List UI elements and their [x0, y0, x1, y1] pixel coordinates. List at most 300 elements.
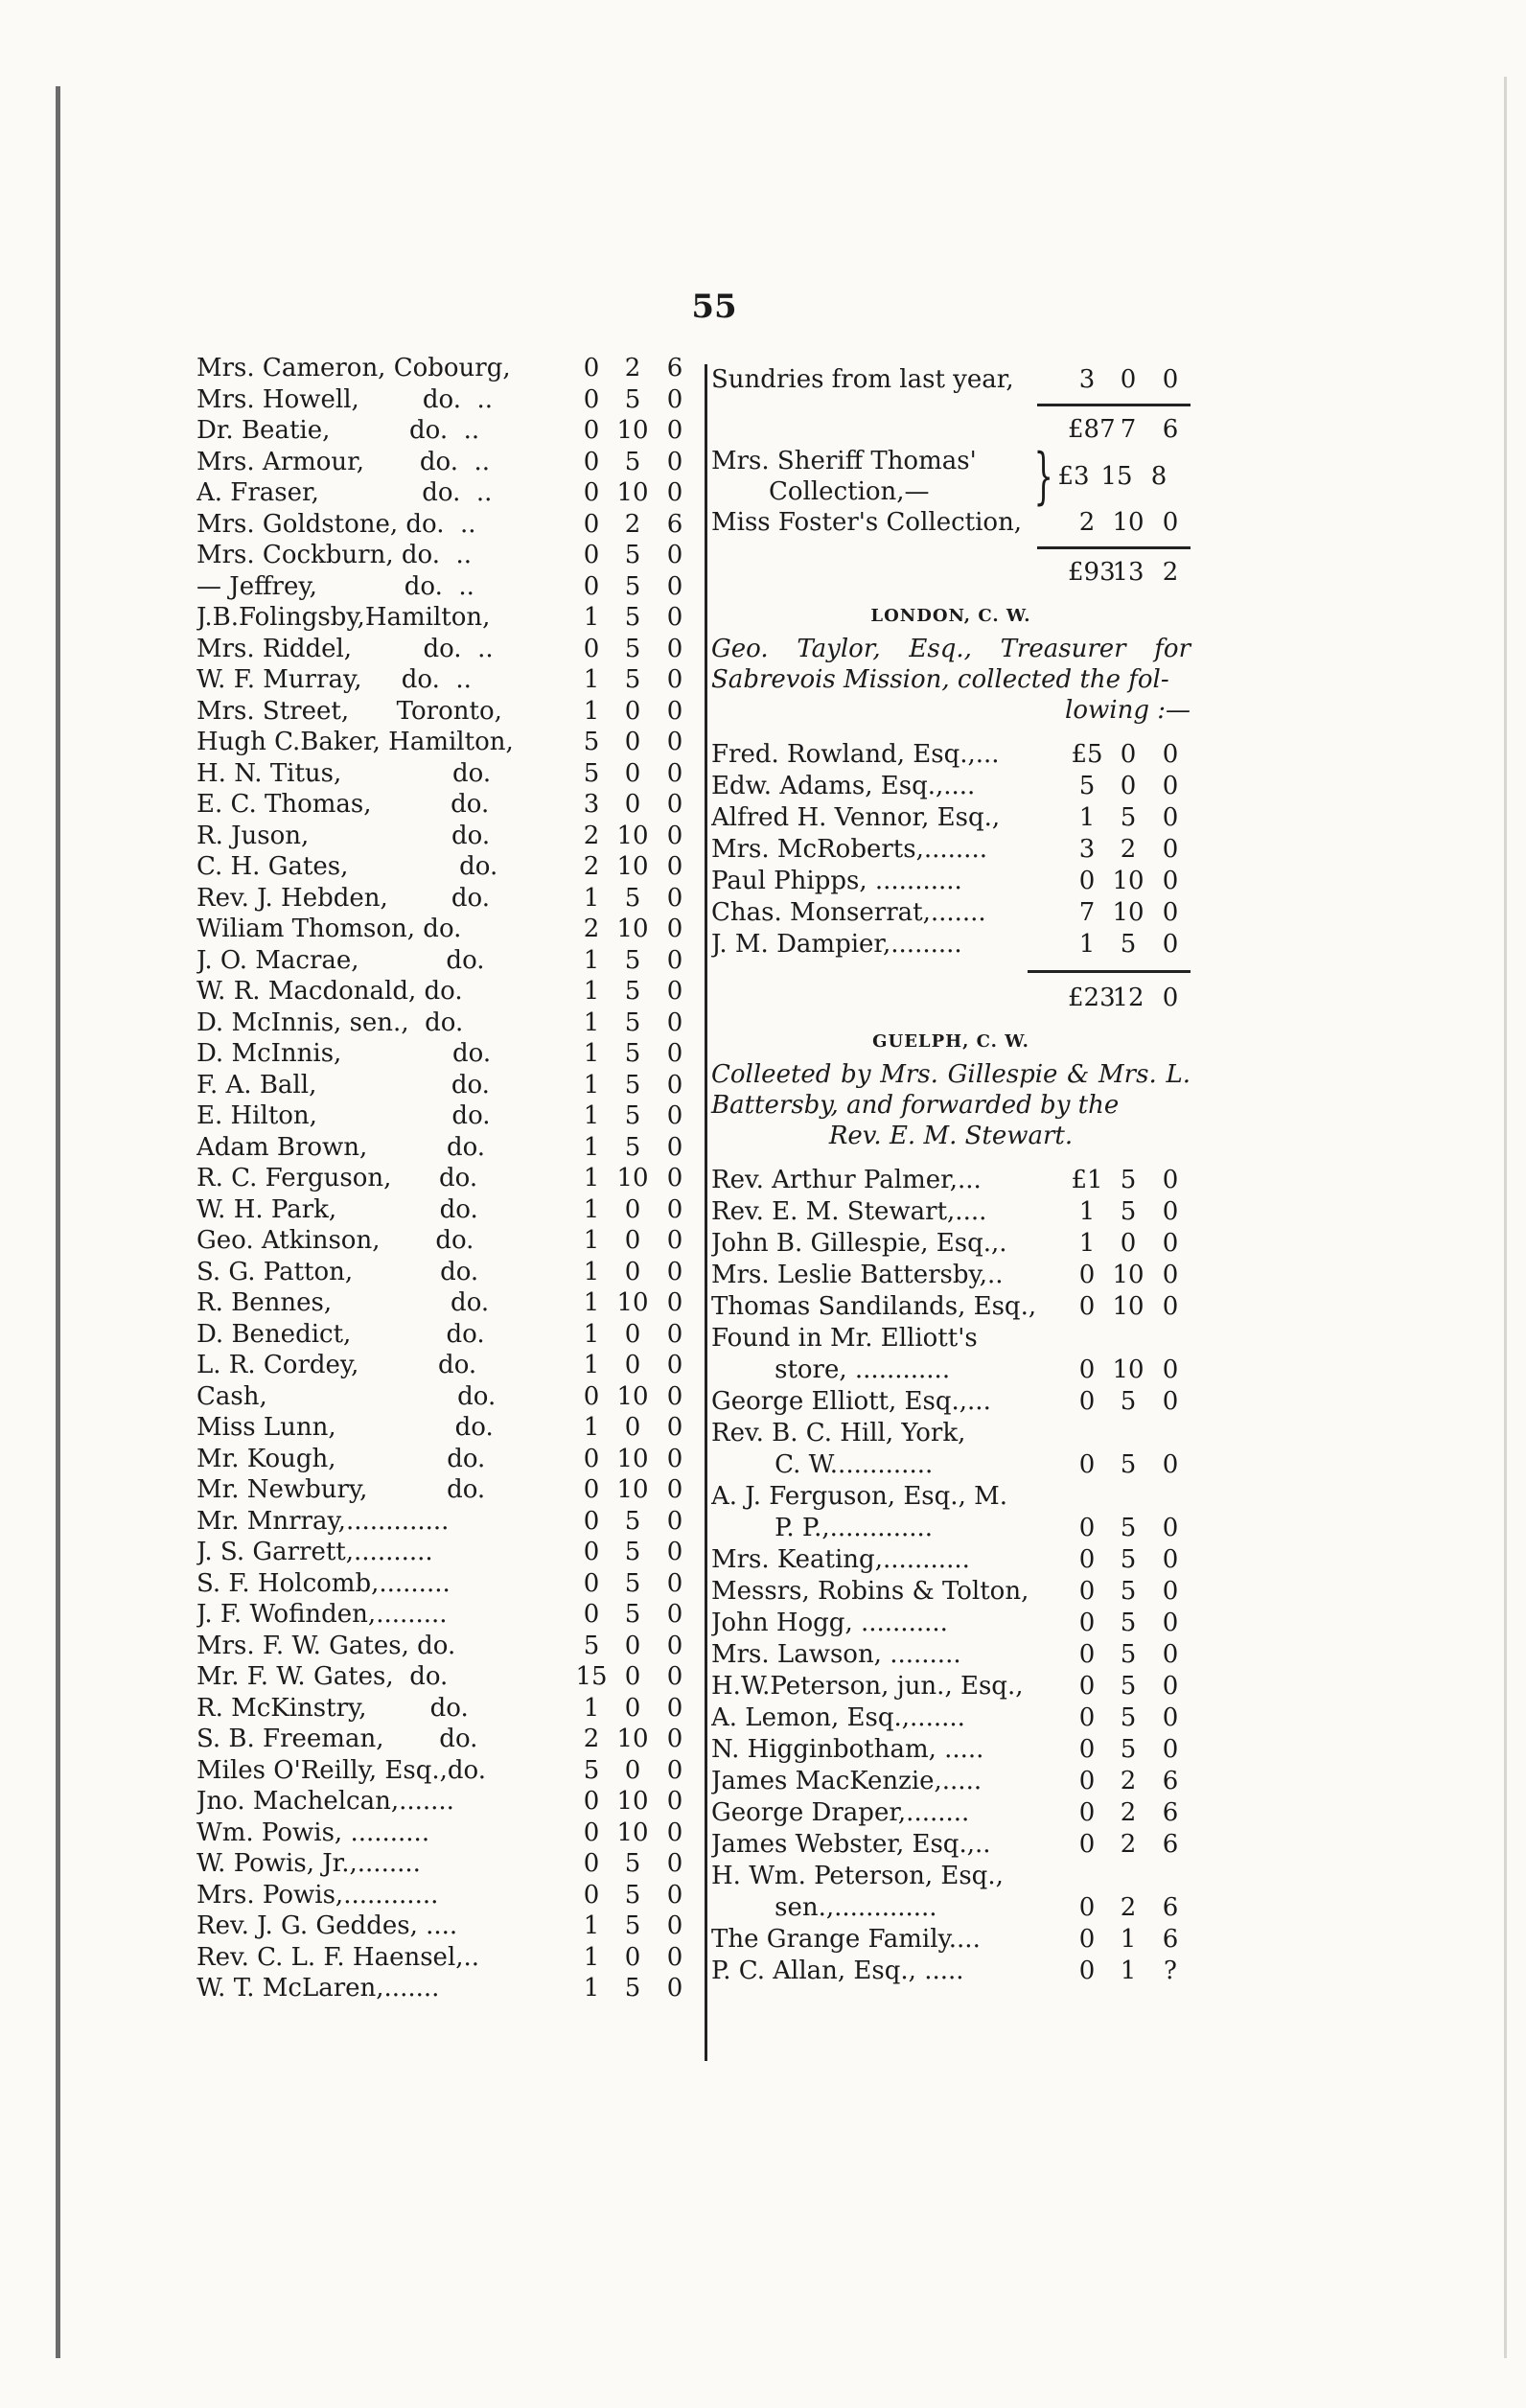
row-name: Mrs. F. W. Gates, do.	[197, 1631, 456, 1660]
pence: 0	[666, 1725, 683, 1753]
pence: 0	[666, 1007, 683, 1037]
shillings: 2	[1120, 1798, 1137, 1827]
row-name: Found in Mr. Elliott's	[711, 1324, 978, 1353]
shillings: 5	[1120, 803, 1137, 832]
pence: 0	[1162, 1450, 1179, 1479]
pence: 0	[666, 790, 683, 819]
pence: 6	[666, 354, 683, 382]
shillings: 5	[624, 1039, 641, 1068]
pence: 0	[1162, 1514, 1179, 1542]
shillings: 5	[624, 977, 641, 1006]
pounds: 0	[1078, 1609, 1096, 1637]
list-item	[197, 1724, 695, 1755]
row-name: Mr. Kough, do.	[197, 1444, 486, 1473]
pence: 0	[1162, 1197, 1179, 1226]
pounds: 1	[1078, 930, 1096, 959]
list-item	[711, 739, 1191, 771]
pounds: 0	[1078, 1956, 1096, 1985]
pence: 0	[666, 1413, 683, 1442]
list-item	[711, 1924, 1191, 1956]
row-name: John B. Gillespie, Esq.,.	[711, 1229, 1007, 1258]
list-item	[197, 353, 695, 384]
row-name: Mr. Newbury, do.	[197, 1475, 486, 1504]
list-item	[711, 1228, 1191, 1260]
pence: 0	[666, 1880, 683, 1910]
pence: 0	[666, 1351, 683, 1379]
pounds: 3	[1078, 835, 1096, 864]
shillings: 0	[1120, 1229, 1137, 1258]
list-item	[197, 696, 695, 728]
pence: 0	[666, 1070, 683, 1100]
pence: 0	[666, 1039, 683, 1068]
page-right-edge	[1504, 77, 1507, 2358]
list-item	[711, 1829, 1191, 1861]
pounds: 1	[583, 1007, 600, 1037]
page-number: 55	[691, 288, 737, 326]
pence: 0	[666, 1288, 683, 1317]
pence: 0	[1162, 772, 1179, 800]
row-name: Messrs, Robins & Tolton,	[711, 1577, 1029, 1606]
row-name: Mrs. Leslie Battersby,..	[711, 1261, 1004, 1289]
shillings: 15	[1100, 462, 1133, 491]
pounds: 0	[1078, 1545, 1096, 1574]
row-name: Mrs. Riddel, do. ..	[197, 634, 494, 663]
guelph-intro	[711, 1059, 1191, 1151]
pounds: 1	[583, 1132, 600, 1162]
shillings: 0	[624, 1226, 641, 1255]
pence: 6	[1162, 1925, 1179, 1954]
pounds: 3	[1078, 365, 1096, 394]
shillings: 5	[1120, 1545, 1137, 1574]
pence: 0	[666, 1538, 683, 1566]
row-name: R. Bennes, do.	[197, 1288, 490, 1317]
row-name: Mrs. Cockburn, do. ..	[197, 541, 473, 569]
pence: 6	[1162, 1830, 1179, 1859]
shillings: 0	[624, 1755, 641, 1785]
pence: 0	[666, 1849, 683, 1878]
list-item	[197, 1786, 695, 1818]
list-item	[197, 914, 695, 945]
row-name: S. G. Patton, do.	[197, 1257, 479, 1286]
pence: 0	[666, 1226, 683, 1255]
pence: 0	[666, 945, 683, 975]
pounds: 5	[583, 1755, 600, 1785]
list-item	[711, 834, 1191, 866]
pence: 0	[666, 665, 683, 694]
row-name: W. H. Park, do.	[197, 1194, 478, 1224]
shillings: 5	[624, 541, 641, 569]
pence: 0	[1162, 803, 1179, 832]
row-name: Rev. E. M. Stewart,....	[711, 1197, 987, 1226]
shillings: 10	[1112, 1355, 1144, 1384]
pounds: 0	[1078, 1640, 1096, 1669]
shillings: 0	[624, 790, 641, 819]
list-item	[197, 1038, 695, 1070]
row-name: John Hogg, ...........	[711, 1609, 948, 1637]
list-item	[197, 664, 695, 696]
row-name: Mr. Mnrray,.............	[197, 1506, 450, 1536]
pounds: 3	[583, 790, 600, 819]
pence: 0	[1162, 984, 1179, 1012]
pence: 0	[1162, 867, 1179, 895]
pounds: 0	[1078, 867, 1096, 895]
row-name: W. Powis, Jr.,........	[197, 1849, 421, 1878]
pounds: 0	[583, 478, 600, 507]
list-item	[711, 866, 1191, 897]
row-name: Wm. Powis, ..........	[197, 1818, 430, 1847]
shillings: 2	[1120, 1830, 1137, 1859]
list-item	[197, 1132, 695, 1164]
list-item	[197, 1537, 695, 1568]
pence: 0	[666, 1631, 683, 1660]
shillings: 10	[1112, 1261, 1144, 1289]
shillings: 0	[1120, 365, 1137, 394]
pence: 0	[666, 1600, 683, 1629]
list-item	[197, 1257, 695, 1288]
row-name: C. W.............	[711, 1450, 934, 1479]
row-name: Mrs. Armour, do. ..	[197, 447, 491, 476]
pence: 0	[666, 1662, 683, 1691]
list-item	[711, 1861, 1191, 1892]
pounds: 0	[1078, 1355, 1096, 1384]
list-item	[711, 1956, 1191, 1987]
shillings: 0	[624, 696, 641, 726]
shillings: 0	[624, 1631, 641, 1660]
pounds: 1	[583, 665, 600, 694]
list-item	[711, 1418, 1191, 1449]
pounds: 1	[583, 883, 600, 913]
pence: 0	[666, 728, 683, 756]
row-name: Edw. Adams, Esq.,....	[711, 772, 976, 800]
pounds: £23	[1068, 984, 1116, 1012]
shillings: 2	[1120, 1767, 1137, 1795]
pence: 0	[1162, 1577, 1179, 1606]
sheriff-line-1: Mrs. Sheriff Thomas'	[711, 447, 977, 475]
row-name: Chas. Monserrat,.......	[711, 898, 986, 927]
pence: 0	[666, 758, 683, 788]
shillings: 12	[1112, 984, 1144, 1012]
row-name: S. B. Freeman, do.	[197, 1725, 478, 1753]
pence: 0	[666, 478, 683, 507]
sum-rule	[1037, 404, 1191, 406]
pounds: 0	[1078, 1703, 1096, 1732]
row-name: W. R. Macdonald, do.	[197, 977, 463, 1006]
list-item	[197, 1818, 695, 1849]
list-item	[711, 1544, 1191, 1576]
pounds: 0	[583, 541, 600, 569]
row-name: Thomas Sandilands, Esq.,	[711, 1292, 1037, 1321]
list-item	[197, 415, 695, 447]
list-item	[197, 1693, 695, 1725]
shillings: 5	[624, 1506, 641, 1536]
pence: 8	[1150, 462, 1168, 491]
sundries-row	[711, 364, 1191, 396]
column-divider	[705, 364, 707, 2061]
row-name: E. Hilton, do.	[197, 1101, 491, 1130]
list-item	[197, 1880, 695, 1911]
guelph-heading: GUELPH, C. W.	[872, 1031, 1029, 1052]
row-name: Wiliam Thomson, do.	[197, 915, 462, 943]
shillings: 5	[624, 1132, 641, 1162]
list-item	[197, 384, 695, 416]
pounds: 0	[583, 1818, 600, 1847]
list-item	[197, 1973, 695, 2004]
shillings: 5	[1120, 1640, 1137, 1669]
list-item	[711, 1260, 1191, 1291]
pence: 0	[666, 1319, 683, 1349]
pounds: 0	[1078, 1577, 1096, 1606]
list-item	[197, 1350, 695, 1381]
pounds: 0	[1078, 1672, 1096, 1701]
list-item	[197, 976, 695, 1007]
row-name: Rev. J. G. Geddes, ....	[197, 1911, 458, 1940]
pounds: 1	[583, 945, 600, 975]
pounds: 1	[583, 1693, 600, 1723]
pence: 0	[666, 1755, 683, 1785]
shillings: 10	[1112, 867, 1144, 895]
row-name: Rev. B. C. Hill, York,	[711, 1419, 966, 1447]
pounds: 0	[583, 447, 600, 476]
row-name: D. McInnis, sen., do.	[197, 1007, 464, 1037]
pence: 0	[1162, 740, 1179, 769]
pounds: £87	[1068, 415, 1116, 444]
row-name: — Jeffrey, do. ..	[197, 571, 474, 601]
pounds: 0	[1078, 1387, 1096, 1416]
shillings: 5	[1120, 1577, 1137, 1606]
shillings: 10	[616, 1475, 649, 1504]
row-name: A. J. Ferguson, Esq., M.	[711, 1482, 1007, 1511]
pence: 0	[666, 1568, 683, 1598]
pounds: 1	[583, 1911, 600, 1940]
row-name: James Webster, Esq.,..	[711, 1830, 991, 1859]
list-item	[711, 897, 1191, 929]
list-item	[197, 883, 695, 915]
list-item	[197, 945, 695, 977]
shillings: 5	[1120, 1735, 1137, 1764]
shillings: 1	[1120, 1956, 1137, 1985]
row-name: Dr. Beatie, do. ..	[197, 416, 480, 445]
shillings: 10	[616, 1787, 649, 1816]
shillings: 5	[624, 1007, 641, 1037]
row-name: Mr. F. W. Gates, do.	[197, 1662, 449, 1691]
row-name: R. McKinstry, do.	[197, 1693, 469, 1723]
pounds: 2	[583, 852, 600, 881]
pence: 0	[666, 1818, 683, 1847]
pence: 0	[666, 1693, 683, 1723]
pounds: 0	[583, 354, 600, 382]
shillings: 5	[1120, 1672, 1137, 1701]
pounds: 0	[1078, 1450, 1096, 1479]
pounds: 5	[1078, 772, 1096, 800]
row-name: C. H. Gates, do.	[197, 852, 498, 881]
shillings: 0	[1120, 740, 1137, 769]
pounds: 0	[583, 634, 600, 663]
list-item	[711, 1449, 1191, 1481]
london-heading: LONDON, C. W.	[870, 606, 1031, 626]
shillings: 5	[624, 665, 641, 694]
list-item	[711, 771, 1191, 802]
pence: 6	[1162, 1798, 1179, 1827]
list-item	[711, 1354, 1191, 1386]
pence: 0	[666, 915, 683, 943]
list-item	[711, 1481, 1191, 1513]
list-item	[197, 821, 695, 852]
pounds: 0	[583, 1880, 600, 1910]
pounds: 5	[583, 728, 600, 756]
pence: 0	[666, 416, 683, 445]
row-name: L. R. Cordey, do.	[197, 1351, 477, 1379]
list-item	[197, 1910, 695, 1942]
pounds: 7	[1078, 898, 1096, 927]
list-item	[711, 1576, 1191, 1608]
pence: 0	[1162, 1672, 1179, 1701]
row-name: Mrs. Powis,............	[197, 1880, 439, 1910]
pounds: 1	[583, 1101, 600, 1130]
pounds: 1	[583, 1194, 600, 1224]
pence: 0	[1162, 1609, 1179, 1637]
shillings: 10	[616, 416, 649, 445]
shillings: 10	[616, 1288, 649, 1317]
shillings: 5	[624, 1974, 641, 2003]
shillings: 10	[616, 1164, 649, 1192]
pounds: 1	[1078, 803, 1096, 832]
pence: 0	[666, 603, 683, 632]
row-name: A. Fraser, do. ..	[197, 478, 493, 507]
list-item	[197, 1100, 695, 1132]
pounds: 0	[583, 1568, 600, 1598]
pence: 0	[666, 384, 683, 414]
sheriff-line-2: Collection,—	[769, 477, 930, 506]
row-name: J. F. Wofinden,.........	[197, 1600, 448, 1629]
pounds: 1	[583, 603, 600, 632]
list-item	[711, 1671, 1191, 1702]
shillings: 5	[624, 1101, 641, 1130]
list-item	[197, 727, 695, 758]
shillings: 10	[1112, 898, 1144, 927]
pounds: 0	[1078, 1893, 1096, 1922]
pence: 0	[666, 696, 683, 726]
shillings: 0	[624, 1662, 641, 1691]
list-item	[711, 1702, 1191, 1734]
pence: 0	[1162, 930, 1179, 959]
list-item	[197, 1381, 695, 1413]
list-item	[711, 1734, 1191, 1766]
pounds: 0	[1078, 1735, 1096, 1764]
shillings: 10	[616, 1381, 649, 1411]
london-intro-text: Geo. Taylor, Esq., Treasurer for Sabrevois Mission, collected the fol-	[711, 635, 1191, 694]
shillings: 2	[624, 509, 641, 539]
shillings: 10	[616, 821, 649, 850]
shillings: 5	[624, 945, 641, 975]
pounds: 0	[1078, 1514, 1096, 1542]
pence: 0	[666, 1257, 683, 1286]
list-item	[197, 1163, 695, 1194]
pence: 0	[666, 821, 683, 850]
guelph-intro-text: Colleeted by Mrs. Gillespie & Mrs. L. Battersby, and forwarded by the	[711, 1060, 1191, 1120]
list-item	[711, 802, 1191, 834]
row-name: Mrs. Lawson, .........	[711, 1640, 961, 1669]
pence: 0	[1162, 1355, 1179, 1384]
row-name: James MacKenzie,.....	[711, 1767, 983, 1795]
list-item	[197, 758, 695, 790]
shillings: 5	[1120, 930, 1137, 959]
pence: 0	[1162, 365, 1179, 394]
pence: 0	[666, 1194, 683, 1224]
row-name: H.W.Peterson, jun., Esq.,	[711, 1672, 1024, 1701]
pence: 6	[1162, 1893, 1179, 1922]
list-item	[711, 1608, 1191, 1639]
shillings: 0	[624, 728, 641, 756]
shillings: 0	[624, 1319, 641, 1349]
shillings: 10	[616, 1818, 649, 1847]
pence: 0	[666, 1506, 683, 1536]
list-item	[197, 509, 695, 541]
row-name: The Grange Family....	[711, 1925, 981, 1954]
list-item	[711, 1797, 1191, 1829]
list-item	[711, 1291, 1191, 1323]
sum-rule	[1028, 970, 1191, 973]
pence: 0	[666, 1911, 683, 1940]
pence: 0	[666, 977, 683, 1006]
pence: 0	[666, 1444, 683, 1473]
pounds: 0	[583, 1444, 600, 1473]
london-intro	[711, 634, 1191, 726]
row-name: E. C. Thomas, do.	[197, 790, 490, 819]
list-item	[197, 1007, 695, 1039]
list-item	[197, 1631, 695, 1662]
pounds: 0	[583, 509, 600, 539]
list-item	[711, 1513, 1191, 1544]
row-name: Paul Phipps, ...........	[711, 867, 962, 895]
pounds: 2	[583, 915, 600, 943]
pounds: 0	[583, 1381, 600, 1411]
shillings: 5	[624, 447, 641, 476]
pounds: 0	[583, 1787, 600, 1816]
row-name: Cash, do.	[197, 1381, 497, 1411]
shillings: 5	[1120, 1166, 1137, 1194]
shillings: 10	[616, 1725, 649, 1753]
pounds: 0	[583, 1506, 600, 1536]
list-item	[197, 1225, 695, 1257]
row-name: A. Lemon, Esq.,.......	[711, 1703, 965, 1732]
pounds: 15	[575, 1662, 608, 1691]
row-name: R. Juson, do.	[197, 821, 491, 850]
pounds: 1	[583, 1070, 600, 1100]
london-intro-end: lowing :—	[1065, 696, 1191, 725]
shillings: 0	[624, 1942, 641, 1972]
pence: ?	[1164, 1956, 1177, 1985]
sum-rule	[1037, 546, 1191, 549]
row-name: J. M. Dampier,.........	[711, 930, 962, 959]
list-item	[711, 1165, 1191, 1196]
row-name: George Elliott, Esq.,...	[711, 1387, 991, 1416]
brace-icon: }	[1033, 441, 1053, 512]
pence: 0	[1162, 1545, 1179, 1574]
row-name: store, ............	[711, 1355, 951, 1384]
total-row	[711, 557, 1191, 589]
pounds: 1	[583, 1942, 600, 1972]
row-name: Mrs. Goldstone, do. ..	[197, 509, 476, 539]
row-name: Geo. Atkinson, do.	[197, 1226, 474, 1255]
page-binding-edge	[56, 86, 60, 2358]
shillings: 0	[624, 1257, 641, 1286]
london-list	[711, 739, 1191, 961]
list-item	[197, 1755, 695, 1787]
list-item	[197, 1444, 695, 1475]
row-name: S. F. Holcomb,.........	[197, 1568, 451, 1598]
shillings: 7	[1120, 415, 1137, 444]
pence: 0	[1162, 508, 1179, 537]
